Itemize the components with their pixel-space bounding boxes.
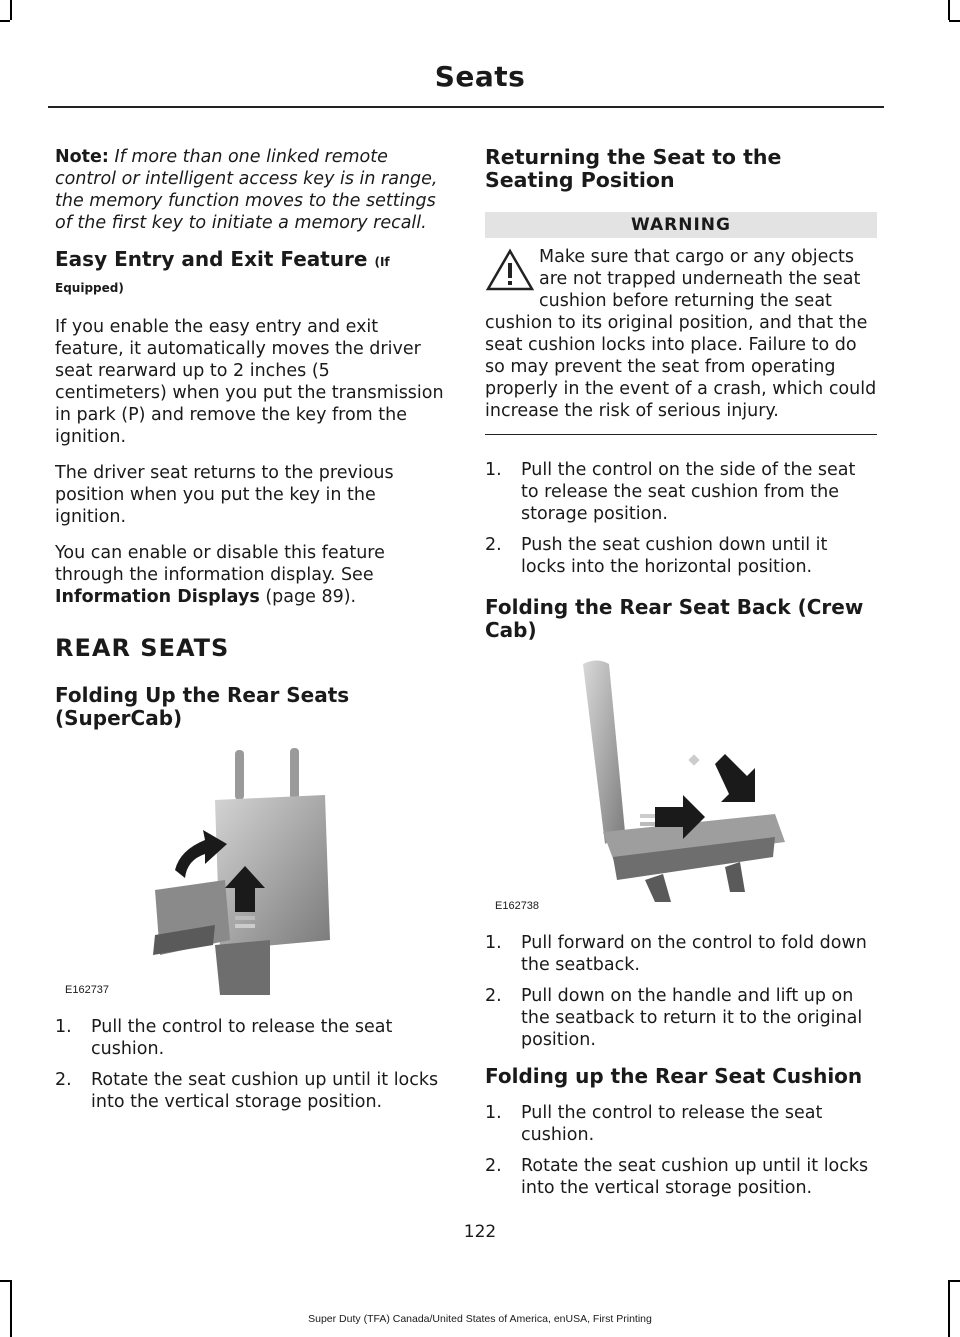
left-column bbox=[55, 146, 447, 1127]
right-column bbox=[485, 146, 877, 1213]
figure-code: E162737 bbox=[65, 984, 110, 996]
list-item: 2. Pull down on the handle and lift up on the seatback to return it to the original position. bbox=[485, 986, 863, 1050]
list-item: 2. Push the seat cushion down until it locks into the horizontal position. bbox=[485, 535, 828, 577]
crewcab-seat-figure bbox=[485, 652, 877, 914]
easy-entry-paragraph bbox=[55, 542, 447, 608]
page-number: 122 bbox=[463, 1222, 497, 1242]
supercab-seat-figure bbox=[55, 740, 447, 998]
crop-mark bbox=[949, 1280, 960, 1282]
list-item: 1. Pull forward on the control to fold down the seatback. bbox=[485, 933, 867, 975]
crewcab-seat-illustration bbox=[485, 652, 877, 914]
figure-code: E162738 bbox=[495, 900, 540, 912]
crop-mark bbox=[10, 0, 12, 20]
easy-entry-see-text: You can enable or disable this feature through the information display. See bbox=[55, 543, 385, 585]
warning-text: Make sure that cargo or any objects are not trapped underneath the seat cushion before returning the seat cushion to its original position, and that the seat cushion locks into place. Failure to do so may prevent the seat from operating properly in the event of a crash, which could increase the risk of serious injury. bbox=[485, 247, 877, 421]
easy-entry-title: Easy Entry and Exit Feature bbox=[55, 247, 368, 271]
information-displays-link[interactable]: Information Displays bbox=[55, 587, 260, 607]
easy-entry-heading bbox=[55, 248, 447, 300]
cushion-steps bbox=[485, 1102, 877, 1199]
crop-mark bbox=[0, 20, 10, 22]
crewcab-steps bbox=[485, 932, 877, 1051]
supercab-heading: Folding Up the Rear Seats (SuperCab) bbox=[55, 683, 350, 730]
note-text: If more than one linked remote control or intelligent access key is in range, the memory function moves to the settings of the first key to initiate a memory recall. bbox=[55, 147, 438, 233]
easy-entry-paragraph: The driver seat returns to the previous position when you put the key in the ignition. bbox=[55, 463, 394, 527]
header-rule bbox=[48, 106, 884, 108]
note-label: Note: bbox=[55, 147, 109, 167]
warning-box bbox=[485, 246, 877, 435]
rear-seat-illustration bbox=[55, 740, 447, 998]
list-item: 2. Rotate the seat cushion up until it locks into the vertical storage position. bbox=[55, 1070, 439, 1112]
easy-entry-qualifier: (If Equipped) bbox=[55, 255, 390, 295]
easy-entry-paragraph: If you enable the easy entry and exit feature, it automatically moves the driver seat rearward up to 2 inches (5 centimeters) when you put the transmission in park (P) and remove the key from the ignition. bbox=[55, 317, 444, 447]
crop-mark bbox=[0, 1280, 10, 1282]
return-seat-heading: Returning the Seat to the Seating Position bbox=[485, 145, 782, 192]
crop-mark bbox=[948, 0, 950, 20]
list-item: 2. Rotate the seat cushion up until it locks into the vertical storage position. bbox=[485, 1156, 869, 1198]
page-reference: (page 89). bbox=[265, 587, 357, 607]
warning-label: WARNING bbox=[485, 212, 877, 238]
footer-text: Super Duty (TFA) Canada/United States of America, enUSA, First Printing bbox=[308, 1313, 652, 1325]
crop-mark bbox=[10, 1280, 12, 1337]
list-item: 1. Pull the control on the side of the seat to release the seat cushion from the storage position. bbox=[485, 460, 856, 524]
list-item: 1. Pull the control to release the seat cushion. bbox=[55, 1017, 393, 1059]
return-steps bbox=[485, 459, 877, 578]
rear-seats-heading: REAR SEATS bbox=[55, 634, 230, 662]
cushion-heading: Folding up the Rear Seat Cushion bbox=[485, 1064, 863, 1088]
warning-triangle-icon bbox=[485, 248, 535, 292]
page-title: Seats bbox=[434, 60, 526, 93]
crop-mark bbox=[949, 20, 960, 22]
note-paragraph bbox=[55, 146, 447, 234]
list-item: 1. Pull the control to release the seat cushion. bbox=[485, 1103, 823, 1145]
supercab-steps bbox=[55, 1016, 447, 1113]
crop-mark bbox=[948, 1280, 950, 1337]
crewcab-heading: Folding the Rear Seat Back (Crew Cab) bbox=[485, 595, 864, 642]
